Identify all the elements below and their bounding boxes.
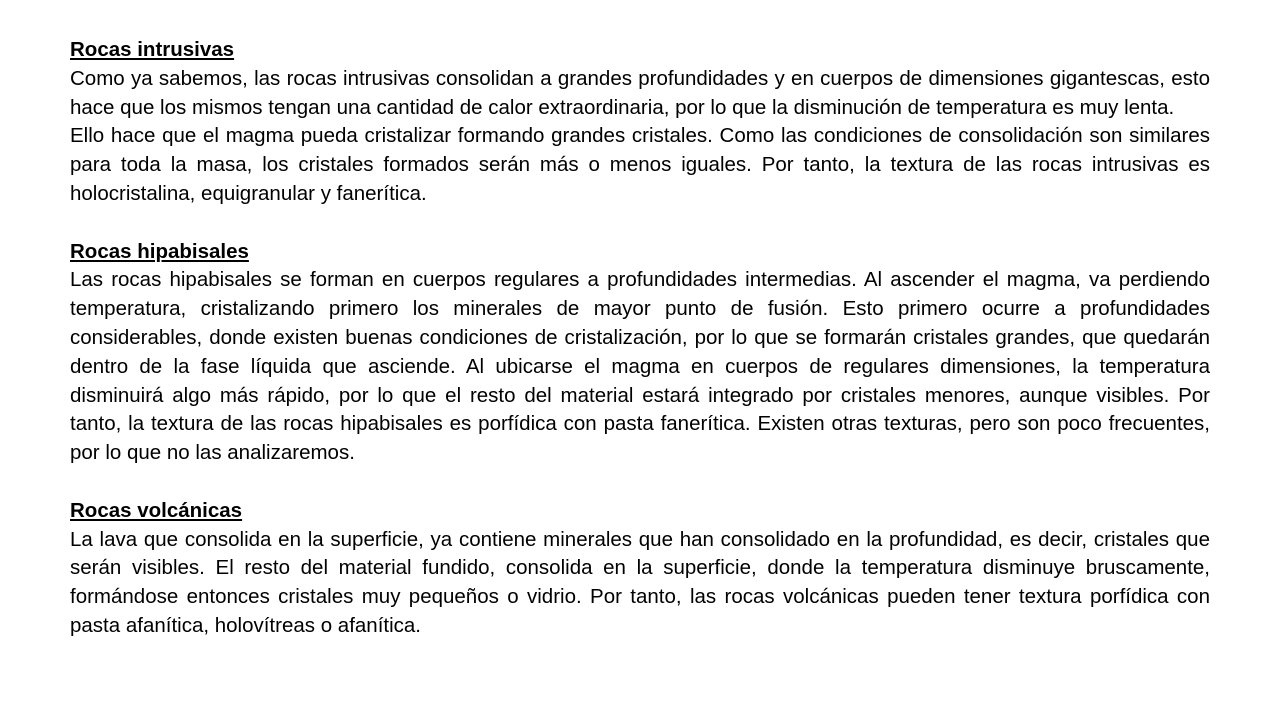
section-heading: Rocas volcánicas [70, 498, 243, 522]
slide-content [70, 36, 1210, 641]
section-hypabyssal-rocks [70, 238, 1210, 468]
section-intrusive-rocks [70, 36, 1210, 209]
section-volcanic-rocks [70, 497, 1210, 641]
section-heading: Rocas intrusivas [70, 38, 235, 61]
section-paragraph: La lava que consolida en la superficie, ya contiene minerales que han consolidado en la profundidad, es decir, cristales que serán visibles. El resto del material fundido, consolida en la superficie, donde la temperatura disminuye bruscamente, formándose entonces cristales muy pequeños o vidrio. Por tanto, las rocas volcánicas pueden tener textura porfídica con pasta afanítica, holovítreas o afanítica. [70, 527, 1210, 637]
section-paragraph: Las rocas hipabisales se forman en cuerpos regulares a profundidades intermedias. Al ascender el magma, va perdiendo temperatura, cristalizando primero los minerales de mayor punto de fusión. Esto primero ocurre a profundidades considerables, donde existen buenas condiciones de cristalización, por lo que se formarán cristales grandes, que quedarán dentro de la fase líquida que asciende. Al ubicarse el magma en cuerpos de regulares dimensiones, la temperatura disminuirá algo más rápido, por lo que el resto del material estará integrado por cristales menores, aunque visibles. Por tanto, la textura de las rocas hipabisales es porfídica con pasta fanerítica. Existen otras texturas, pero son poco frecuentes, por lo que no las analizaremos. [70, 268, 1210, 465]
section-paragraph: Como ya sabemos, las rocas intrusivas consolidan a grandes profundidades y en cuerpos de dimensiones gigantescas, esto hace que los mismos tengan una cantidad de calor extraordinaria, por lo que la disminución de temperatura es muy lenta. [70, 66, 1210, 119]
section-heading: Rocas hipabisales [70, 239, 249, 263]
section-paragraph: Ello hace que el magma pueda cristalizar formando grandes cristales. Como las condiciones de consolidación son similares para toda la masa, los cristales formados serán más o menos iguales. Por tanto, la textura de las rocas intrusivas es holocristalina, equigranular y fanerítica. [70, 124, 1210, 205]
